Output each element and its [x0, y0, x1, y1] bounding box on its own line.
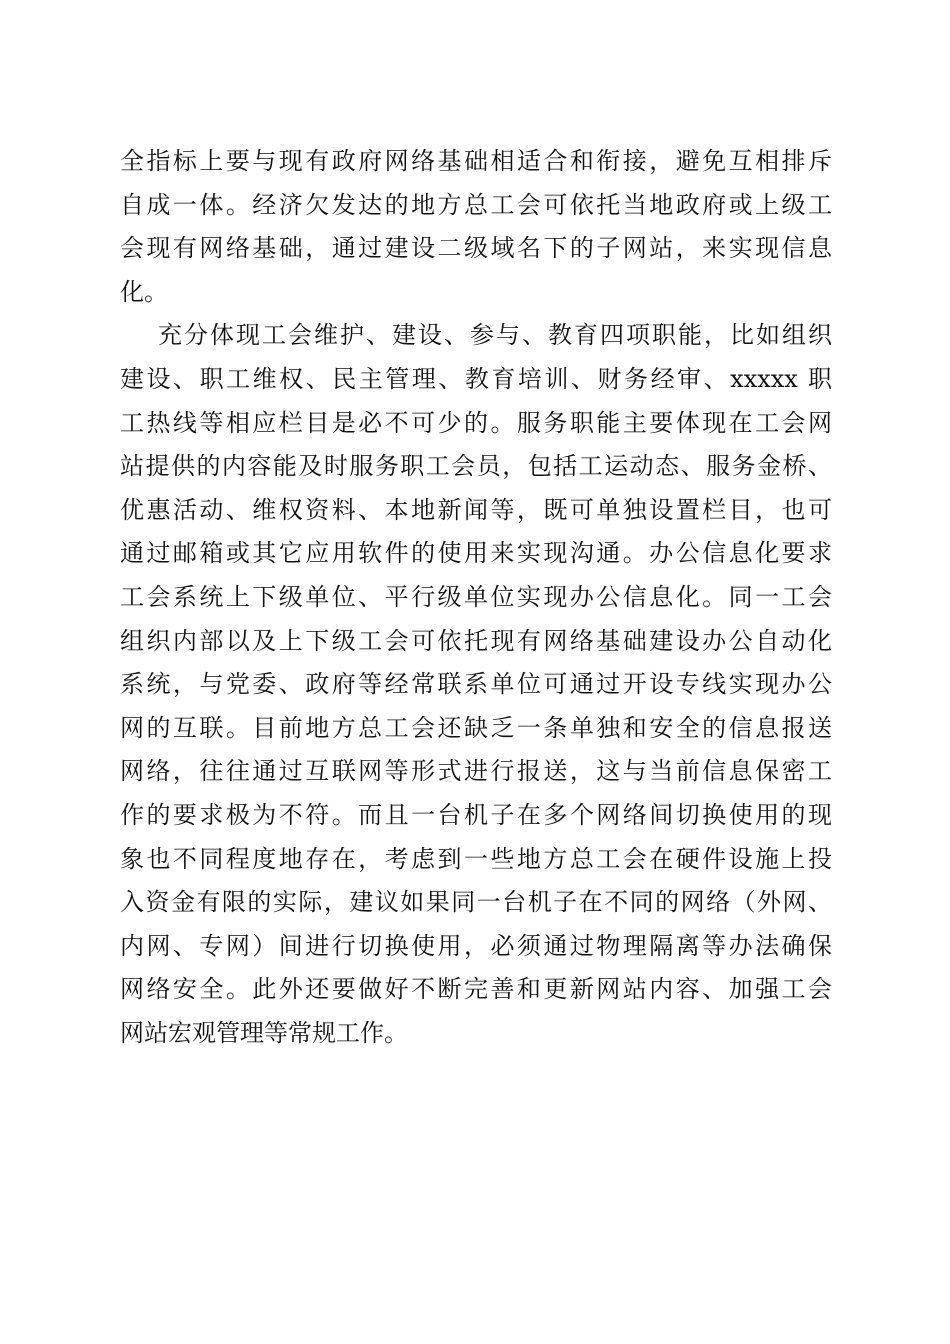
- text-line: 系统，与党委、政府等经常联系单位可通过开设专线实现办公: [120, 670, 832, 699]
- text-line: 网络，往往通过互联网等形式进行报送，这与当前信息保密工: [120, 757, 832, 786]
- document-body: [120, 140, 832, 1055]
- text-line: 网的互联。目前地方总工会还缺乏一条单独和安全的信息报送: [120, 713, 832, 742]
- text-line: 全指标上要与现有政府网络基础相适合和衔接，避免互相排斥: [120, 147, 832, 175]
- paragraph-2: [120, 314, 832, 1055]
- text-line: 工热线等相应栏目是必不可少的。服务职能主要体现在工会网: [120, 408, 832, 437]
- text-line: 建设、职工维权、民主管理、教育培训、财务经审、xxxxx 职: [120, 364, 832, 393]
- text-line: 化。: [120, 277, 168, 306]
- paragraph-1: [120, 140, 832, 314]
- text-line: 作的要求极为不符。而且一台机子在多个网络间切换使用的现: [120, 800, 832, 829]
- text-line: 象也不同程度地存在，考虑到一些地方总工会在硬件设施上投: [120, 844, 832, 873]
- text-line: 入资金有限的实际，建议如果同一台机子在不同的网络（外网、: [120, 888, 832, 917]
- text-line: 工会系统上下级单位、平行级单位实现办公信息化。同一工会: [120, 582, 832, 611]
- text-line: 站提供的内容能及时服务职工会员，包括工运动态、服务金桥、: [120, 452, 832, 481]
- text-line: 自成一体。经济欠发达的地方总工会可依托当地政府或上级工: [120, 190, 832, 219]
- text-line: 网站宏观管理等常规工作。: [120, 1018, 408, 1047]
- text-line: 组织内部以及上下级工会可依托现有网络基础建设办公自动化: [120, 626, 832, 655]
- text-line: 优惠活动、维权资料、本地新闻等，既可单独设置栏目，也可: [120, 495, 832, 524]
- text-line: 内网、专网）间进行切换使用，必须通过物理隔离等办法确保: [120, 931, 832, 960]
- text-line: 通过邮箱或其它应用软件的使用来实现沟通。办公信息化要求: [120, 539, 832, 568]
- text-line: 会现有网络基础，通过建设二级域名下的子网站，来实现信息: [120, 234, 832, 263]
- text-line: 网络安全。此外还要做好不断完善和更新网站内容、加强工会: [120, 975, 832, 1004]
- text-line: 充分体现工会维护、建设、参与、教育四项职能，比如组织: [158, 321, 832, 350]
